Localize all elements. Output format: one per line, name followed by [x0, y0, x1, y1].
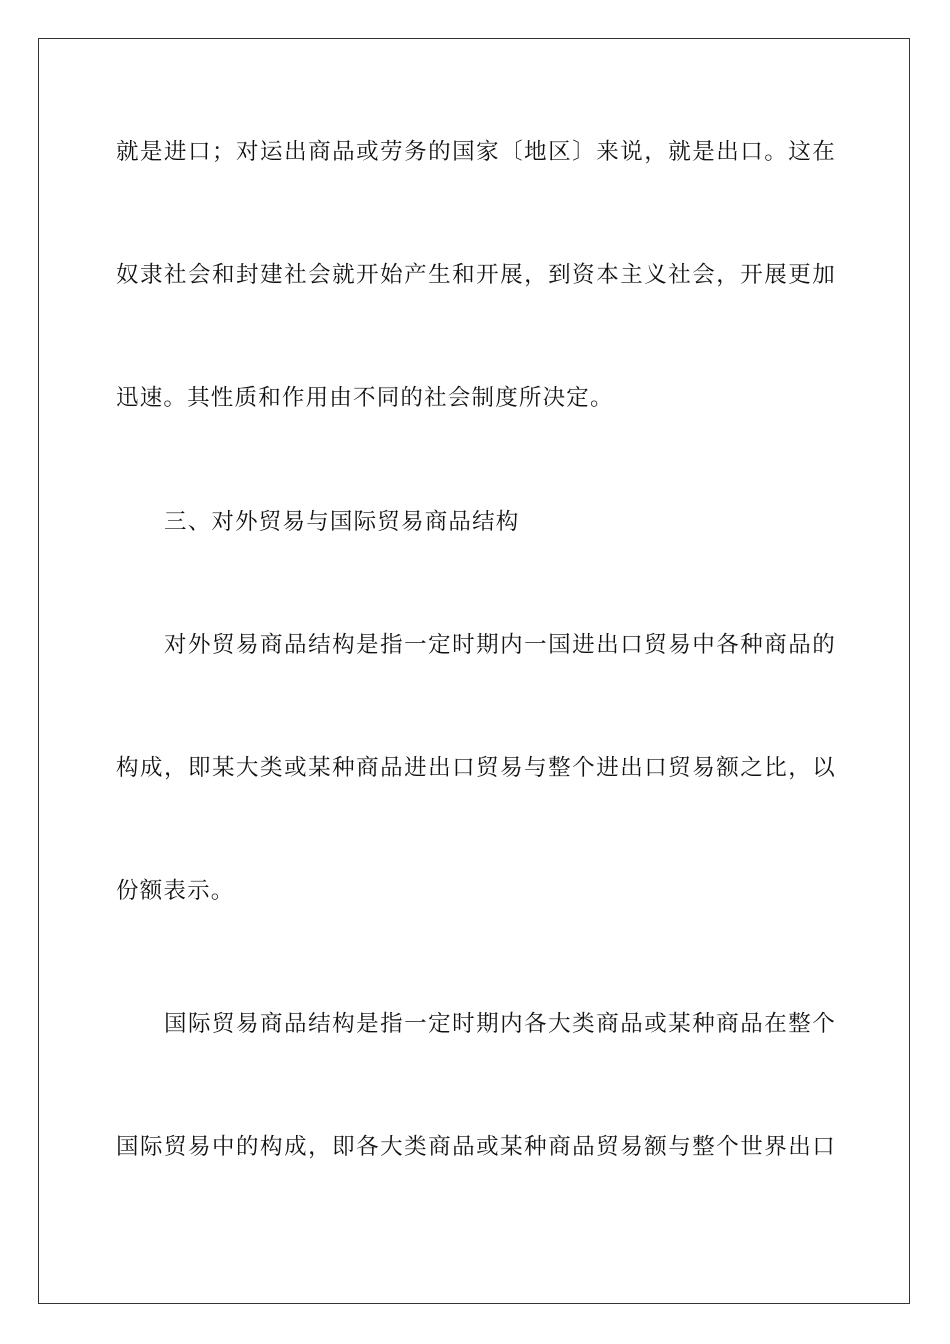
text-line-1: 就是进口；对运出商品或劳务的国家〔地区〕来说，就是出口。这在 [116, 139, 836, 165]
page-border [38, 38, 910, 1304]
text-line-9: 国际贸易中的构成，即各大类商品或某种商品贸易额与整个世界出口 [116, 1134, 836, 1160]
text-line-5: 对外贸易商品结构是指一定时期内一国进出口贸易中各种商品的 [164, 632, 836, 658]
text-line-7: 份额表示。 [116, 878, 235, 904]
text-line-6: 构成，即某大类或某种商品进出口贸易与整个进出口贸易额之比，以 [116, 755, 836, 781]
text-line-3: 迅速。其性质和作用由不同的社会制度所决定。 [116, 385, 614, 411]
section-heading: 三、对外贸易与国际贸易商品结构 [164, 509, 520, 535]
text-line-8: 国际贸易商品结构是指一定时期内各大类商品或某种商品在整个 [164, 1011, 836, 1037]
text-line-2: 奴隶社会和封建社会就开始产生和开展，到资本主义社会，开展更加 [116, 262, 836, 288]
